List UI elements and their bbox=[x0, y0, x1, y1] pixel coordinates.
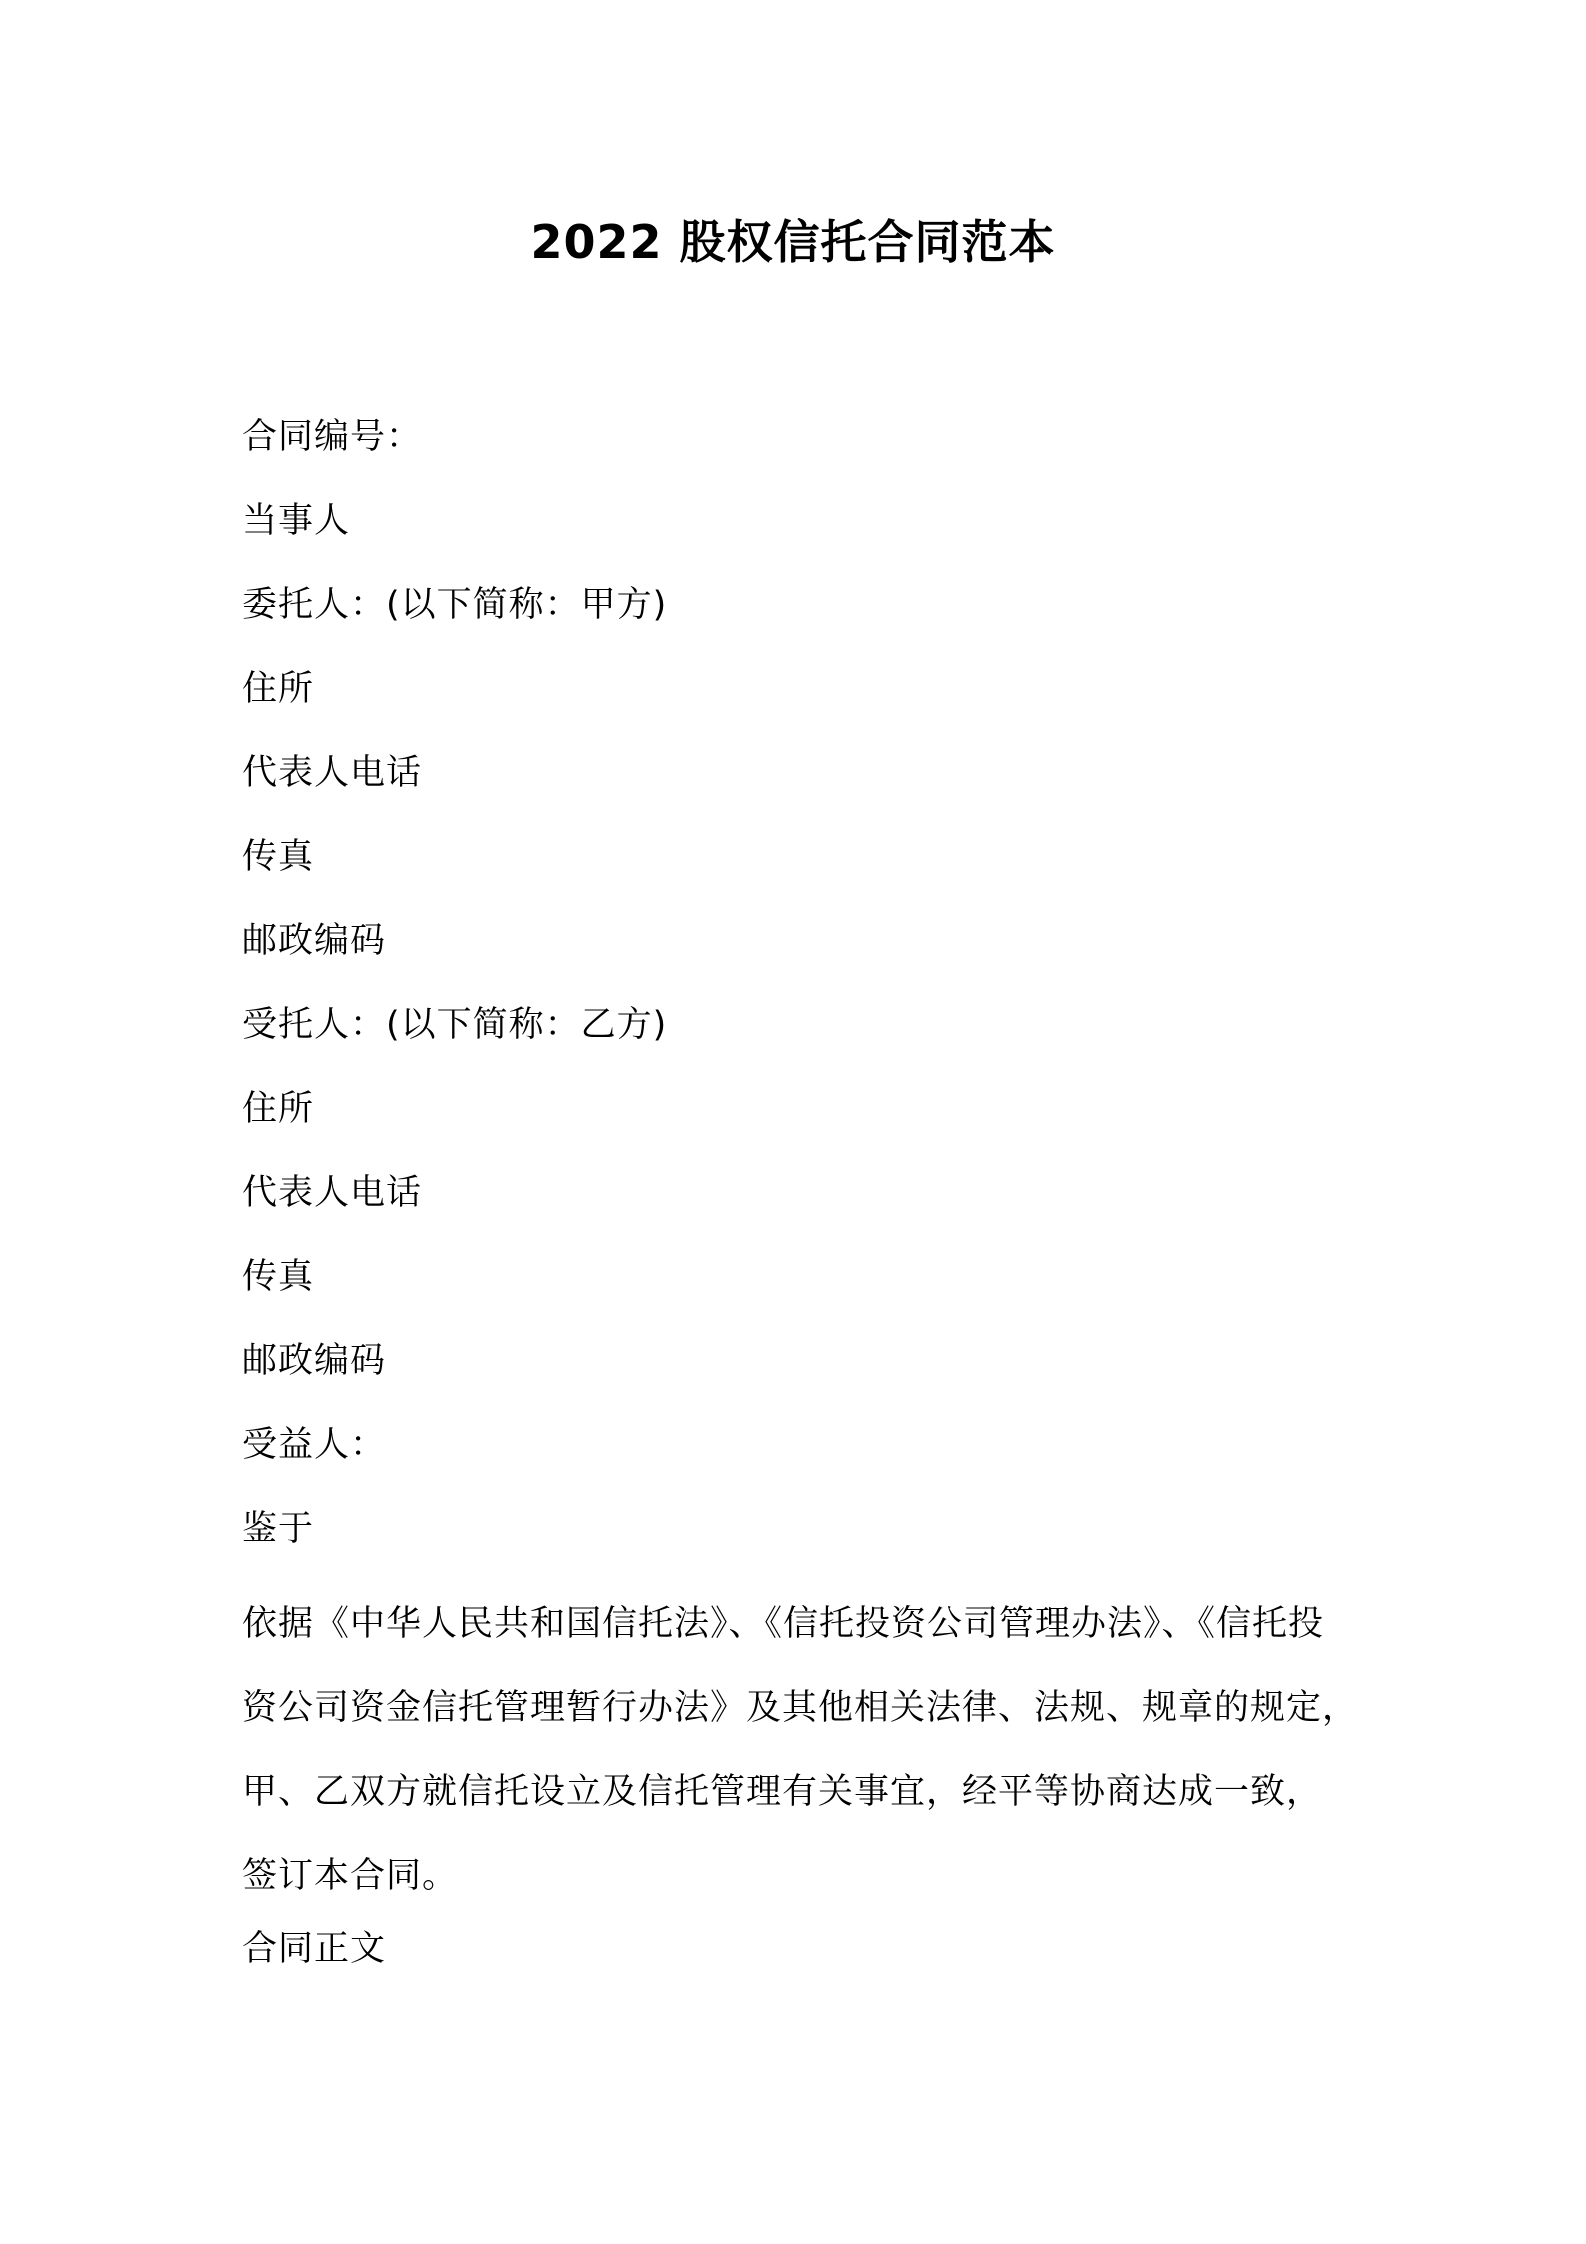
preamble-line: 甲、乙双方就信托设立及信托管理有关事宜，经平等协商达成一致， bbox=[242, 1772, 1323, 1812]
preamble-paragraph bbox=[242, 1582, 1362, 1918]
preamble-line: 签订本合同。 bbox=[242, 1856, 459, 1896]
field-parties: 当事人 bbox=[242, 501, 351, 541]
document-title: 2022 股权信托合同范本 bbox=[530, 215, 1056, 269]
section-heading-contract-body: 合同正文 bbox=[242, 1929, 387, 1969]
field-trustor-fax: 传真 bbox=[242, 837, 315, 877]
field-trustor-postcode: 邮政编码 bbox=[242, 921, 387, 961]
preamble-line: 资公司资金信托管理暂行办法》及其他相关法律、法规、规章的规定， bbox=[242, 1688, 1359, 1728]
field-trustee-postcode: 邮政编码 bbox=[242, 1341, 387, 1381]
field-trustee-phone: 代表人电话 bbox=[242, 1173, 423, 1213]
field-beneficiary: 受益人： bbox=[242, 1425, 387, 1465]
field-trustor-phone: 代表人电话 bbox=[242, 753, 423, 793]
field-trustee-address: 住所 bbox=[242, 1089, 315, 1129]
field-trustor-address: 住所 bbox=[242, 669, 315, 709]
field-whereas: 鉴于 bbox=[242, 1509, 315, 1549]
field-contract-number: 合同编号： bbox=[242, 417, 423, 457]
preamble-line: 依据《中华人民共和国信托法》、《信托投资公司管理办法》、《信托投 bbox=[242, 1604, 1325, 1644]
field-trustee: 受托人：(以下简称：乙方) bbox=[242, 1005, 668, 1045]
field-trustee-fax: 传真 bbox=[242, 1257, 315, 1297]
field-trustor: 委托人：(以下简称：甲方) bbox=[242, 585, 668, 625]
